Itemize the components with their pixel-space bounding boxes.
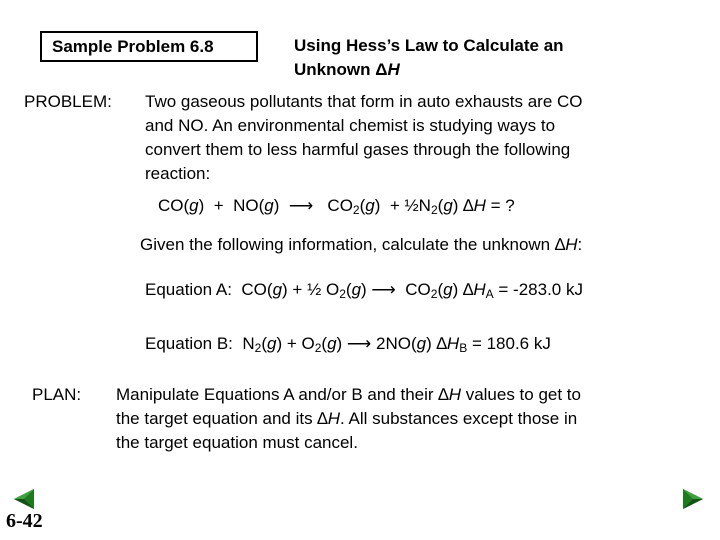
eq-subscript: 2: [314, 341, 322, 355]
eq-subscript: 2: [352, 203, 360, 217]
eq-part: H: [473, 280, 486, 299]
title-variable: H: [387, 60, 400, 79]
previous-slide-button[interactable]: [12, 487, 36, 511]
eq-part: ) ⟶ 2NO(: [336, 334, 417, 353]
eq-part: (: [345, 280, 352, 299]
given-variable: H: [565, 235, 578, 254]
eq-part: g: [416, 334, 427, 353]
eq-part: ) + ½N: [374, 196, 431, 215]
problem-label: PROBLEM:: [24, 92, 112, 111]
eq-subscript: 2: [339, 287, 346, 301]
eq-part: ) + O: [276, 334, 315, 353]
eq-part: g: [351, 280, 362, 299]
problem-line-2: and NO. An environmental chemist is studying ways to: [145, 116, 556, 135]
eq-subscript: A: [485, 287, 494, 301]
plan-line-3: the target equation must cancel.: [116, 433, 358, 452]
problem-text: [145, 90, 685, 186]
plan-part: values to get to: [460, 385, 581, 404]
eq-subscript: B: [459, 341, 468, 355]
title-line-2-prefix: Unknown Δ: [294, 60, 388, 79]
equation-a: [145, 278, 583, 302]
eq-part: H: [446, 334, 460, 353]
eq-part: (: [359, 196, 366, 215]
eq-part: g: [327, 334, 337, 353]
plan-line-2: [116, 407, 686, 431]
problem-line-3: convert them to less harmful gases through the following: [145, 140, 571, 159]
eq-part: ) + ½ O: [282, 280, 340, 299]
eq-part: ) ∆: [452, 280, 474, 299]
slide-number: 6-42: [6, 510, 43, 532]
eq-subscript: 2: [430, 287, 438, 301]
page-title: [294, 34, 564, 82]
eq-part: (: [437, 280, 444, 299]
eq-part: ) ⟶ CO: [361, 280, 431, 299]
eq-part: ) + NO(: [198, 196, 265, 215]
eq-subscript: 2: [430, 203, 438, 217]
plan-text: [116, 383, 686, 455]
plan-line-1: [116, 383, 686, 407]
triangle-right-icon: [681, 487, 705, 511]
eq-part: ) ∆: [426, 334, 447, 353]
eq-part: CO(: [158, 196, 190, 215]
given-text: [140, 233, 582, 257]
title-line-1: Using Hess’s Law to Calculate an: [294, 36, 564, 55]
equation-b: [145, 332, 551, 356]
plan-part: Manipulate Equations A and/or B and their ∆: [116, 385, 449, 404]
eq-part: (: [437, 196, 444, 215]
sample-problem-label: [40, 31, 258, 62]
eq-part: g: [443, 196, 453, 215]
problem-line-1: Two gaseous pollutants that form in auto exhausts are CO: [145, 92, 583, 111]
problem-line-4: reaction:: [145, 164, 211, 183]
eq-part: H: [473, 196, 486, 215]
eq-part: g: [443, 280, 453, 299]
eq-part: = ?: [485, 196, 515, 215]
eq-part: = 180.6 kJ: [467, 334, 551, 353]
plan-label: PLAN:: [32, 385, 82, 404]
eq-part: Equation B: N: [145, 334, 255, 353]
given-prefix: Given the following information, calculate the unknown ∆: [140, 235, 566, 254]
next-slide-button[interactable]: [681, 487, 705, 511]
plan-variable: H: [448, 385, 461, 404]
plan-part: . All substances except those in: [340, 409, 578, 428]
plan-part: the target equation and its ∆: [116, 409, 328, 428]
target-equation: [158, 194, 515, 218]
eq-subscript: 2: [254, 341, 262, 355]
given-suffix: :: [577, 235, 583, 254]
eq-part: g: [266, 334, 277, 353]
eq-part: g: [189, 196, 199, 215]
eq-part: g: [365, 196, 375, 215]
eq-part: (: [261, 334, 267, 353]
triangle-left-icon: [12, 487, 36, 511]
plan-variable: H: [327, 409, 340, 428]
eq-part: = -283.0 kJ: [493, 280, 583, 299]
eq-part: g: [264, 196, 274, 215]
eq-part: ) ⟶ CO: [273, 196, 353, 215]
eq-part: Equation A: CO(: [145, 280, 273, 299]
eq-part: g: [272, 280, 283, 299]
eq-part: ) ∆: [452, 196, 474, 215]
sample-problem-text: Sample Problem 6.8: [52, 37, 214, 56]
title-line-2: [294, 58, 564, 82]
eq-part: (: [321, 334, 328, 353]
